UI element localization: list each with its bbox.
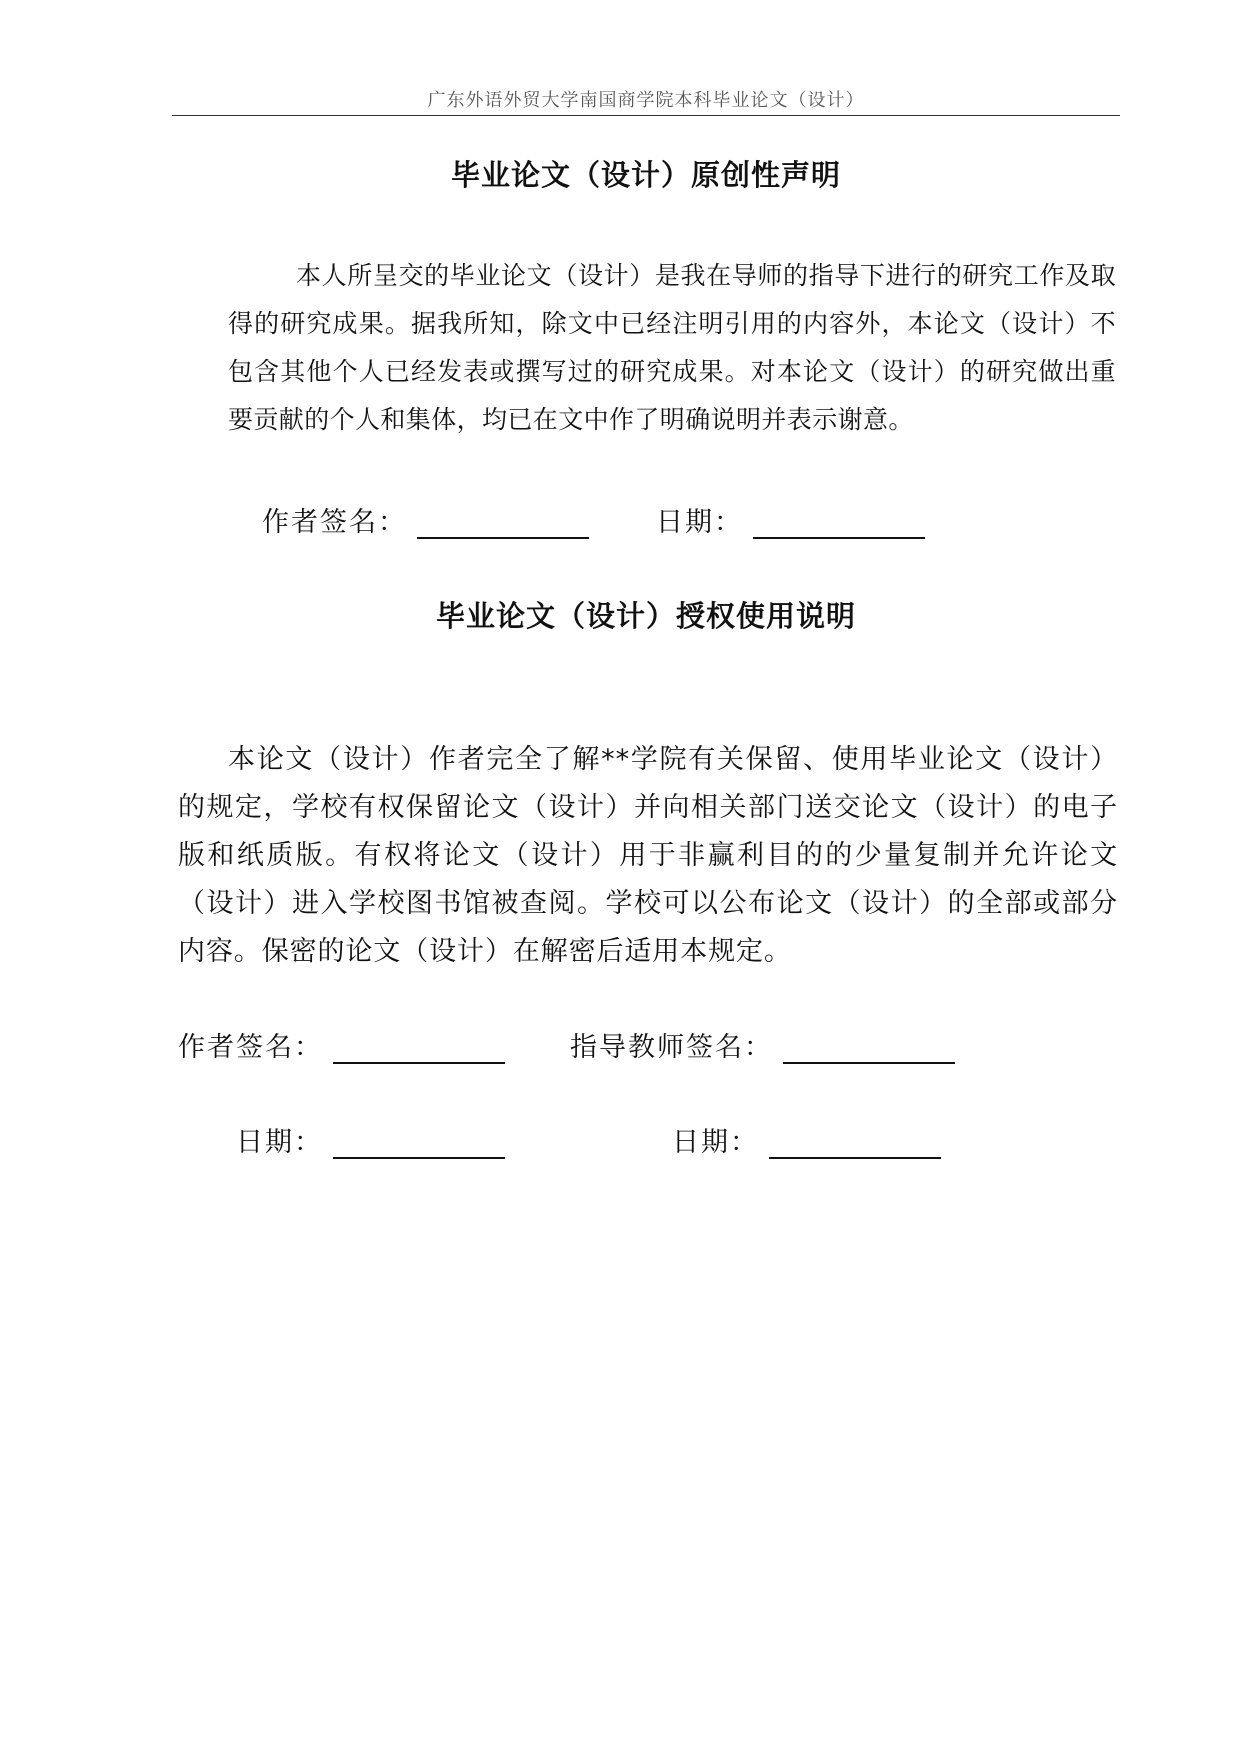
- author-signature-label: 作者签名：: [178, 1032, 323, 1063]
- authorization-advisor-date: [672, 1120, 941, 1159]
- originality-author-signature: [262, 500, 589, 539]
- authorization-body: 本论文（设计）作者完全了解**学院有关保留、使用毕业论文（设计）的规定，学校有权保留论文（设计）并向相关部门送交论文（设计）的电子版和纸质版。有权将论文（设计）用于非赢利目的的少量复制并允许论文（设计）进入学校图书馆被查阅。学校可以公布论文（设计）的全部或部分内容。保密的论文（设计）在解密后适用本规定。: [178, 744, 1118, 967]
- originality-statement-body: 本人所呈交的毕业论文（设计）是我在导师的指导下进行的研究工作及取得的研究成果。据我所知，除文中已经注明引用的内容外，本论文（设计）不包含其他个人已经发表或撰写过的研究成果。对本论文（设计）的研究做出重要贡献的个人和集体，均已在文中作了明确说明并表示谢意。: [228, 261, 1116, 434]
- date-label: 日期：: [656, 507, 743, 538]
- originality-date: [656, 500, 925, 539]
- date-line[interactable]: [753, 507, 925, 539]
- author-signature-line[interactable]: [333, 1032, 505, 1064]
- authorization-advisor-signature: [570, 1025, 955, 1064]
- running-header: 广东外语外贸大学南国商学院本科毕业论文（设计）: [427, 90, 865, 111]
- date-line[interactable]: [333, 1127, 505, 1159]
- authorization-author-signature: [178, 1025, 505, 1064]
- authorization-author-date: [236, 1120, 505, 1159]
- date-label: 日期：: [236, 1127, 323, 1158]
- authorization-title: 毕业论文（设计）授权使用说明: [435, 599, 856, 633]
- date-line[interactable]: [769, 1127, 941, 1159]
- advisor-signature-line[interactable]: [783, 1032, 955, 1064]
- originality-statement-title: 毕业论文（设计）原创性声明: [450, 158, 841, 192]
- advisor-signature-label: 指导教师签名：: [570, 1032, 773, 1063]
- author-signature-label: 作者签名：: [262, 507, 407, 538]
- header-rule: [172, 115, 1120, 116]
- author-signature-line[interactable]: [417, 507, 589, 539]
- date-label: 日期：: [672, 1127, 759, 1158]
